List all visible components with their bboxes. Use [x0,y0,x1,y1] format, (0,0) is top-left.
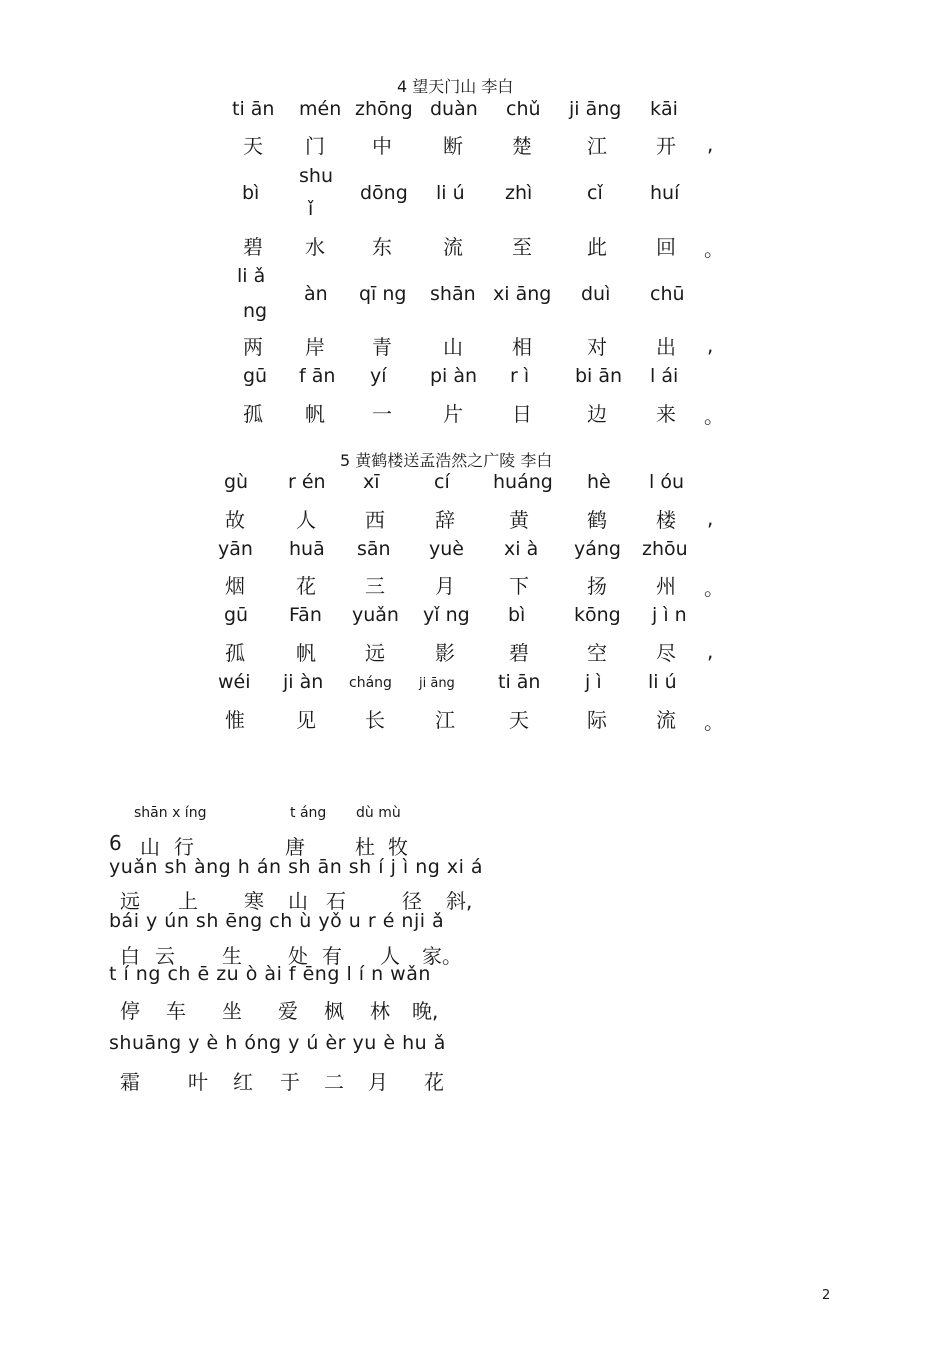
poem4-r1-py-2: mén [299,98,342,120]
poem6-l1-pinyin: yuǎn sh àng h án sh ān sh í j ì ng xi á [109,856,484,878]
poem4-r3-py-5: xi āng [493,283,552,305]
poem5-r4-hz-2: 见 [296,708,316,732]
poem4-r3-py-4: shān [430,283,476,305]
poem5-r3-py-3: yuǎn [352,604,399,626]
poem4-r1-hz-7: 开 [656,134,676,158]
poem4-r4-hz-2: 帆 [305,402,325,426]
poem6-l3-hz-4: 爱 [278,999,298,1023]
poem4-r1-hz-2: 门 [305,134,325,158]
poem4-r3-hz-6: 对 [587,335,607,359]
poem6-title-py-1: shān x íng [134,805,207,821]
poem4-r3-hz-4: 山 [443,335,463,359]
poem4-r2-hz-2: 水 [305,235,325,259]
poem6-l1-hz-7: 斜, [446,889,473,913]
poem5-r1-hz-5: 黄 [509,508,529,532]
poem4-r3-py-3: qī ng [359,283,407,305]
poem4-r2-hz-7: 回 [656,235,676,259]
poem5-r3-hz-1: 孤 [225,641,245,665]
poem5-r1-hz-1: 故 [225,508,245,532]
poem4-r1-hz-3: 中 [372,134,392,158]
poem5-r4-hz-4: 江 [435,708,455,732]
poem5-r1-py-1: gù [224,471,249,493]
poem6-l3-hz-6: 林 [370,999,390,1023]
poem4-r4-py-2: f ān [299,365,336,387]
poem4-r4-py-6: bi ān [575,365,623,387]
poem5-r2-punct: 。 [704,576,724,600]
poem6-l1-hz-2: 上 [178,889,198,913]
poem5-r2-hz-2: 花 [296,574,316,598]
poem4-r2-py-7: huí [650,182,680,204]
poem5-r1-py-3: xī [363,471,380,493]
poem5-r3-hz-7: 尽 [656,641,676,665]
poem6-l4-hz-6: 月 [368,1070,388,1094]
poem5-title: 5 黄鹤楼送孟浩然之广陵 李白 [340,451,553,470]
poem6-l2-pinyin: bái y ún sh ēng ch ù yǒ u r é nji ǎ [109,910,445,932]
poem4-r2-hz-5: 至 [512,235,532,259]
poem4-title: 4 望天门山 李白 [397,77,514,96]
poem5-r4-py-3: cháng [349,675,392,691]
poem5-r2-py-6: yáng [574,538,621,560]
poem4-r2-py-4: li ú [436,182,465,204]
poem5-r2-py-2: huā [289,538,325,560]
poem6-l1-hz-4: 山 [288,889,308,913]
poem6-l3-hz-5: 枫 [324,999,344,1023]
poem4-r4-py-4: pi àn [430,365,478,387]
poem5-r1-hz-7: 楼 [656,508,676,532]
poem4-r1-hz-5: 楚 [512,134,532,158]
poem4-r1-py-3: zhōng [355,98,413,120]
poem4-r4-hz-6: 边 [587,402,607,426]
poem6-l4-hz-4: 于 [280,1070,300,1094]
poem4-r3-py-2: àn [304,283,328,305]
poem5-r2-py-3: sān [357,538,391,560]
poem5-r4-hz-5: 天 [509,708,529,732]
poem6-title-py-2: t áng [290,805,327,821]
poem5-r1-punct: , [707,506,714,530]
poem6-l4-hz-5: 二 [324,1070,344,1094]
poem5-r3-hz-2: 帆 [296,641,316,665]
poem5-r3-hz-6: 空 [587,641,607,665]
poem5-r2-hz-1: 烟 [225,574,245,598]
poem4-r4-py-5: r ì [510,365,530,387]
poem6-l2-hz-4: 处 [288,944,308,968]
poem6-title-char-1: 山 [140,835,160,859]
poem5-r3-py-5: bì [508,604,526,626]
poem4-r4-py-3: yí [370,365,387,387]
poem4-r2-punct: 。 [704,237,724,261]
poem5-r2-py-4: yuè [429,538,464,560]
poem5-r1-hz-6: 鹤 [587,508,607,532]
poem4-r1-hz-6: 江 [587,134,607,158]
poem5-r2-hz-4: 月 [435,574,455,598]
poem4-r3-py-1a: li ǎ [237,265,266,287]
poem4-r1-py-7: kāi [650,98,678,120]
poem5-r2-hz-7: 州 [656,574,676,598]
poem4-r1-hz-1: 天 [243,134,263,158]
poem6-l3-hz-1: 停 [120,999,140,1023]
page-number: 2 [822,1288,831,1303]
poem4-r2-hz-1: 碧 [243,235,263,259]
poem6-author-dynasty: 唐 [285,835,305,859]
poem4-r3-hz-3: 青 [372,335,392,359]
poem6-l4-pinyin: shuāng y è h óng y ú èr yu è hu ǎ [109,1032,446,1054]
poem6-l3-pinyin: t í ng ch ē zu ò ài f ēng l í n wǎn [109,963,431,985]
poem5-r2-py-5: xi à [504,538,539,560]
poem6-l1-hz-6: 径 [402,889,422,913]
poem6-l4-hz-3: 红 [233,1070,253,1094]
poem6-title-char-2: 行 [174,835,194,859]
poem4-r3-py-6: duì [581,283,611,305]
poem5-r3-py-4: yǐ ng [423,604,470,626]
poem4-r2-py-3: dōng [360,182,408,204]
poem6-l4-hz-1: 霜 [120,1070,140,1094]
poem5-r1-hz-4: 辞 [435,508,455,532]
poem5-r3-hz-5: 碧 [509,641,529,665]
poem6-l4-hz-2: 叶 [188,1070,208,1094]
poem4-r4-hz-1: 孤 [243,402,263,426]
poem6-l2-hz-2: 云 [155,944,175,968]
poem6-l1-hz-3: 寒 [244,889,264,913]
poem6-l1-hz-1: 远 [120,889,140,913]
poem6-l2-hz-3: 生 [222,944,242,968]
poem5-r1-hz-2: 人 [296,508,316,532]
poem4-r2-hz-4: 流 [443,235,463,259]
poem4-r1-py-6: ji āng [569,98,622,120]
poem5-r1-hz-3: 西 [365,508,385,532]
poem4-r3-hz-7: 出 [656,335,676,359]
poem5-r4-py-6: j ì [585,671,602,693]
poem5-r3-hz-4: 影 [435,641,455,665]
poem4-r4-py-7: l ái [650,365,679,387]
poem5-r4-hz-1: 惟 [225,708,245,732]
poem4-r4-py-1: gū [243,365,268,387]
poem4-r3-hz-5: 相 [512,335,532,359]
poem5-r4-hz-7: 流 [656,708,676,732]
poem4-r2-hz-3: 东 [372,235,392,259]
poem4-r2-py-5: zhì [505,182,533,204]
poem4-r3-punct: , [707,333,714,357]
poem5-r2-py-1: yān [218,538,253,560]
poem5-r2-hz-6: 扬 [587,574,607,598]
poem6-author-char-1: 杜 [355,835,375,859]
poem5-r4-py-1: wéi [218,671,251,693]
poem4-r2-py-1: bì [242,182,260,204]
poem5-r1-py-7: l óu [649,471,684,493]
poem4-r4-hz-3: 一 [372,402,392,426]
poem4-r4-punct: 。 [704,404,724,428]
poem4-r1-py-1: ti ān [232,98,275,120]
poem4-r4-hz-7: 来 [656,402,676,426]
poem5-r4-hz-3: 长 [365,708,385,732]
poem5-r2-py-7: zhōu [642,538,688,560]
poem5-r3-py-2: Fān [289,604,322,626]
poem4-r1-py-4: duàn [430,98,478,120]
poem5-r4-hz-6: 际 [587,708,607,732]
poem4-r4-hz-5: 日 [512,402,532,426]
poem4-r1-py-5: chǔ [506,98,541,120]
poem5-r4-py-5: ti ān [498,671,541,693]
poem6-l2-hz-5: 有 [322,944,342,968]
poem5-r2-hz-3: 三 [365,574,385,598]
poem5-r3-hz-3: 远 [365,641,385,665]
poem4-r1-hz-4: 断 [443,134,463,158]
poem5-r3-py-7: j ì n [652,604,687,626]
poem6-l3-hz-2: 车 [166,999,186,1023]
poem5-r3-punct: , [707,639,714,663]
poem5-r4-py-7: li ú [648,671,677,693]
poem5-r3-py-1: gū [224,604,249,626]
poem6-l2-hz-7: 家。 [422,944,462,968]
poem4-r2-hz-6: 此 [587,235,607,259]
poem6-l3-hz-3: 坐 [222,999,242,1023]
poem5-r4-py-4: ji āng [419,676,455,691]
poem5-r4-punct: 。 [704,710,724,734]
poem5-r2-hz-5: 下 [509,574,529,598]
poem6-l2-hz-1: 白 [120,944,140,968]
poem5-r4-py-2: ji àn [283,671,324,693]
poem5-r1-py-5: huáng [493,471,553,493]
poem6-title-py-3: dù mù [356,805,401,821]
poem6-l2-hz-6: 人 [380,944,400,968]
poem6-l3-hz-7: 晚, [412,999,439,1023]
poem4-r3-hz-1: 两 [243,335,263,359]
poem4-r1-punct: , [707,132,714,156]
poem4-r4-hz-4: 片 [443,402,463,426]
poem5-r1-py-2: r én [288,471,326,493]
poem4-r3-py-7: chū [650,283,685,305]
poem6-number: 6 [109,831,122,855]
poem4-r3-hz-2: 岸 [305,335,325,359]
poem4-r2-py-2a: shu [299,165,333,187]
poem4-r2-py-2b: ǐ [308,198,314,220]
poem4-r2-py-6: cǐ [587,182,603,204]
poem6-l1-hz-5: 石 [326,889,346,913]
poem5-r1-py-4: cí [434,471,450,493]
poem6-l4-hz-7: 花 [424,1070,444,1094]
poem5-r3-py-6: kōng [574,604,621,626]
poem4-r3-py-1b: ng [243,300,268,322]
poem6-author-char-2: 牧 [388,835,408,859]
poem5-r1-py-6: hè [587,471,611,493]
